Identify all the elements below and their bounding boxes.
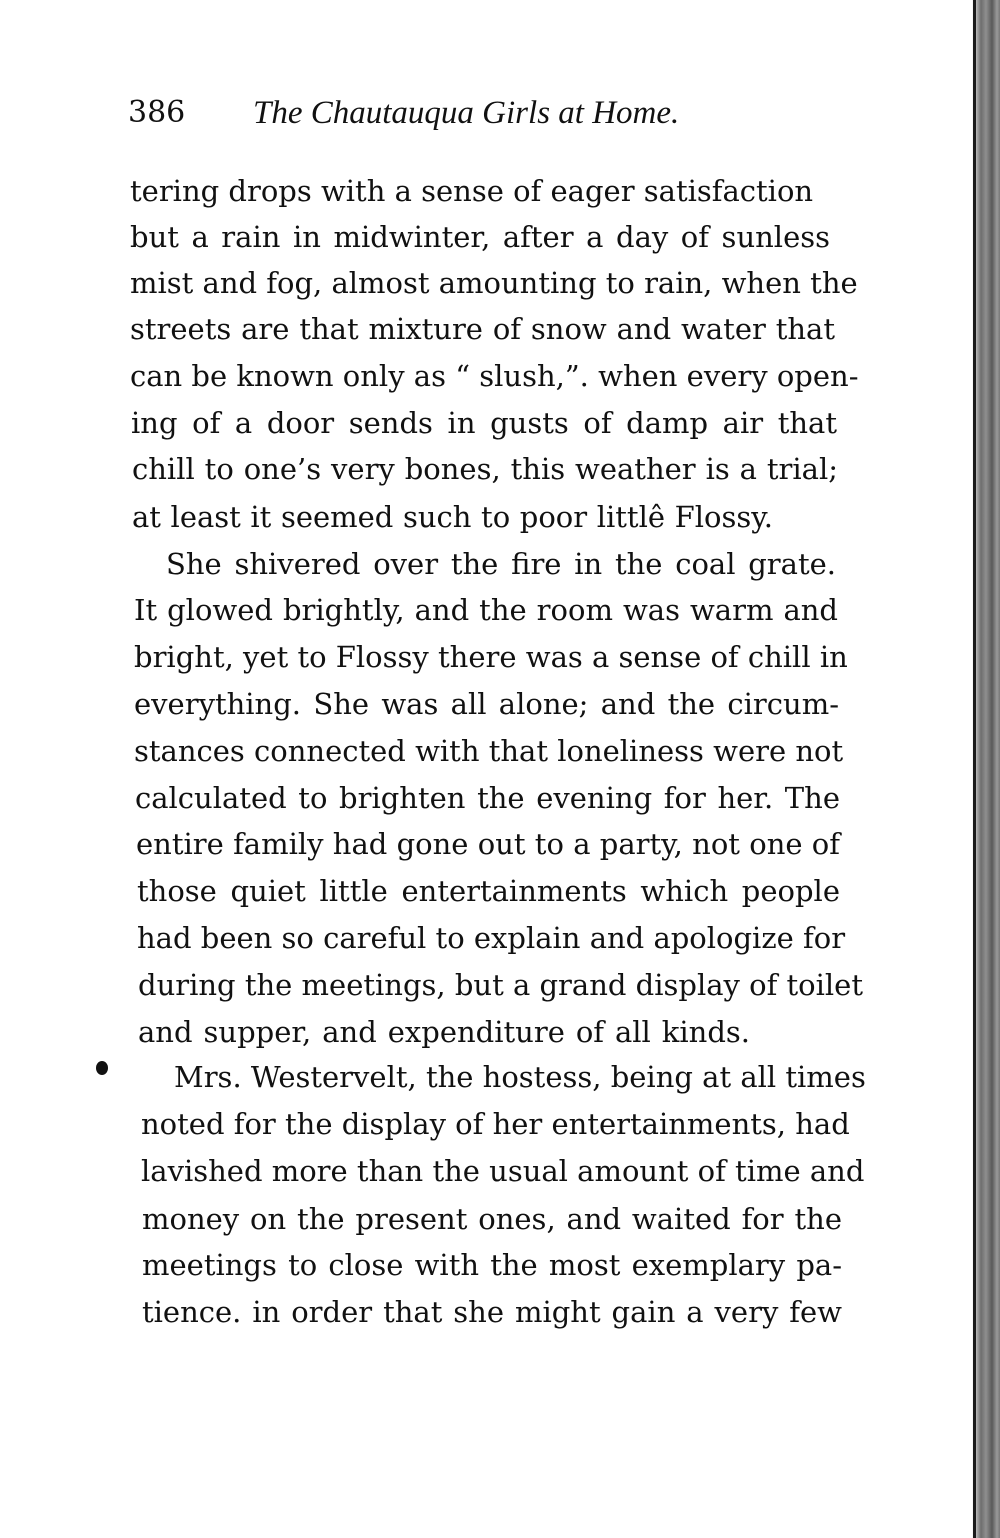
text-line: tering drops with a sense of eager satisfaction <box>130 174 814 208</box>
text-line: everything. She was all alone; and the circum- <box>134 687 839 721</box>
text-line: but a rain in midwinter, after a day of sunless <box>130 220 830 254</box>
text-line: It glowed brightly, and the room was warm and <box>134 593 838 627</box>
text-line: those quiet little entertainments which people <box>137 874 840 908</box>
text-line: lavished more than the usual amount of time and <box>141 1154 865 1188</box>
book-title: The Chautauqua Girls at Home. <box>253 95 680 131</box>
text-line: entire family had gone out to a party, not one of <box>136 827 840 861</box>
text-line: mist and fog, almost amounting to rain, when the <box>130 266 858 300</box>
text-line: Mrs. Westervelt, the hostess, being at all times <box>174 1060 866 1094</box>
text-line: meetings to close with the most exemplary pa- <box>142 1248 842 1282</box>
text-line: at least it seemed such to poor littlê Flossy. <box>132 500 773 534</box>
ink-speck <box>96 1061 108 1075</box>
text-line: stances connected with that loneliness were not <box>134 734 844 768</box>
text-line: can be known only as “ slush,”. when every open- <box>130 359 859 393</box>
text-line: chill to one’s very bones, this weather is a trial; <box>132 452 838 486</box>
text-line: had been so careful to explain and apologize for <box>137 921 846 955</box>
text-line: She shivered over the fire in the coal grate. <box>166 547 836 581</box>
text-line: and supper, and expenditure of all kinds. <box>138 1015 750 1049</box>
text-line: streets are that mixture of snow and water that <box>130 312 835 346</box>
text-line: tience. in order that she might gain a very few <box>142 1295 842 1329</box>
text-line: money on the present ones, and waited for the <box>142 1202 842 1236</box>
text-line: calculated to brighten the evening for her. The <box>135 781 840 815</box>
text-line: ing of a door sends in gusts of damp air that <box>131 406 837 440</box>
text-line: noted for the display of her entertainments, had <box>141 1107 850 1141</box>
page-edge-line <box>973 0 976 1538</box>
page-number: 386 <box>128 95 186 130</box>
text-line: during the meetings, but a grand display of toilet <box>138 968 863 1002</box>
running-head <box>128 88 848 138</box>
text-line: bright, yet to Flossy there was a sense of chill in <box>134 640 848 674</box>
binding-shadow <box>972 0 1000 1538</box>
